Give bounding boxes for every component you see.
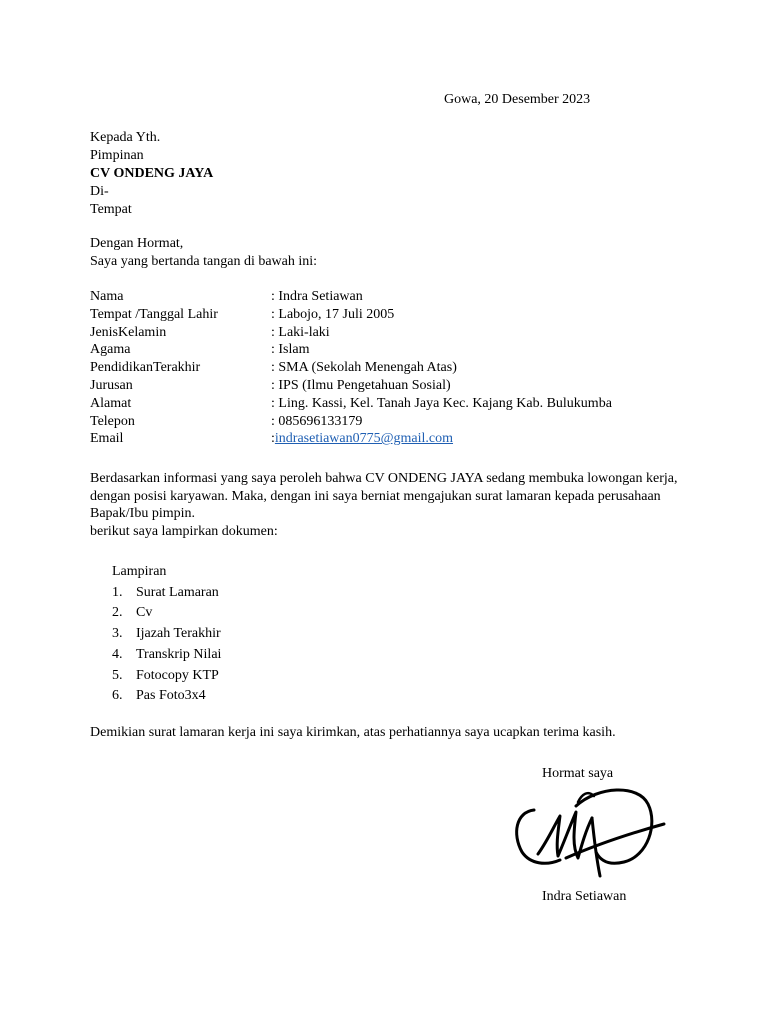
list-text: Pas Foto3x4 — [136, 688, 206, 704]
bio-value: : Islam — [271, 342, 310, 358]
bio-row — [90, 324, 612, 342]
greeting-block — [90, 235, 317, 271]
bio-value: : SMA (Sekolah Menengah Atas) — [271, 360, 457, 376]
bio-label: Tempat /Tanggal Lahir — [90, 306, 218, 322]
email-link[interactable]: indrasetiawan0775@gmail.com — [274, 431, 454, 447]
bio-value: : Labojo, 17 Juli 2005 — [271, 306, 395, 322]
list-number: 6. — [112, 688, 123, 704]
bio-value: : IPS (Ilmu Pengetahuan Sosial) — [271, 377, 451, 393]
list-item — [112, 624, 221, 645]
list-item — [112, 603, 221, 624]
attachment-intro: berikut saya lampirkan dokumen: — [90, 523, 278, 539]
list-text: Transkrip Nilai — [136, 646, 222, 662]
list-text: Cv — [136, 605, 153, 621]
regards-line: Hormat saya — [542, 766, 614, 781]
email-prefix: : — [271, 431, 275, 447]
body-paragraph: Berdasarkan informasi yang saya peroleh bahwa CV ONDENG JAYA sedang membuka lowongan kerja, dengan posisi karyawan. Maka, dengan ini saya berniat mengajukan surat lamaran kepada perusahaan Bapak/Ibu pimpin. — [90, 471, 678, 521]
list-item — [112, 583, 221, 604]
bio-row — [90, 413, 612, 431]
bio-value: : 085696133179 — [271, 413, 363, 429]
bio-label: Nama — [90, 289, 124, 304]
list-item — [112, 686, 221, 707]
handwritten-signature — [508, 782, 668, 882]
bio-label: JenisKelamin — [90, 324, 167, 340]
closing-line: Demikian surat lamaran kerja ini saya kirimkan, atas perhatiannya saya ucapkan terima kasih. — [90, 725, 616, 740]
attachment-heading: Lampiran — [112, 564, 167, 579]
recipient-company: CV ONDENG JAYA — [90, 166, 214, 181]
bio-row — [90, 306, 612, 324]
recipient-line-2: Pimpinan — [90, 148, 144, 163]
signer-name: Indra Setiawan — [542, 889, 627, 904]
bio-row — [90, 341, 612, 359]
bio-label: PendidikanTerakhir — [90, 360, 201, 376]
bio-row — [90, 395, 612, 413]
list-number: 3. — [112, 626, 123, 642]
list-text: Fotocopy KTP — [136, 667, 219, 683]
date-line: Gowa, 20 Desember 2023 — [444, 92, 591, 107]
bio-row — [90, 377, 612, 395]
list-text: Ijazah Terakhir — [136, 626, 221, 642]
recipient-block — [90, 129, 213, 219]
list-number: 4. — [112, 646, 123, 662]
intro-line: Saya yang bertanda tangan di bawah ini: — [90, 254, 318, 269]
recipient-line-1: Kepada Yth. — [90, 130, 161, 145]
recipient-line-4: Di- — [90, 184, 109, 199]
list-item — [112, 666, 221, 687]
list-number: 5. — [112, 667, 123, 683]
bio-label: Alamat — [90, 395, 132, 411]
list-number: 2. — [112, 605, 123, 621]
bio-label: Agama — [90, 342, 131, 358]
attachment-list — [112, 562, 221, 707]
bio-row-email — [90, 430, 612, 448]
bio-label: Email — [90, 431, 124, 447]
email-value — [271, 430, 453, 448]
list-item — [112, 645, 221, 666]
recipient-line-5: Tempat — [90, 202, 132, 217]
salutation: Dengan Hormat, — [90, 236, 184, 251]
bio-value: : Ling. Kassi, Kel. Tanah Jaya Kec. Kajang Kab. Bulukumba — [271, 395, 612, 411]
list-number: 1. — [112, 584, 123, 600]
bio-value: : Laki-laki — [271, 324, 330, 340]
body-paragraph-block — [90, 470, 690, 540]
bio-value: : Indra Setiawan — [271, 289, 363, 304]
bio-table — [90, 288, 612, 448]
bio-row — [90, 359, 612, 377]
list-text: Surat Lamaran — [136, 584, 219, 600]
bio-label: Jurusan — [90, 377, 133, 393]
bio-row — [90, 288, 612, 306]
bio-label: Telepon — [90, 413, 135, 429]
